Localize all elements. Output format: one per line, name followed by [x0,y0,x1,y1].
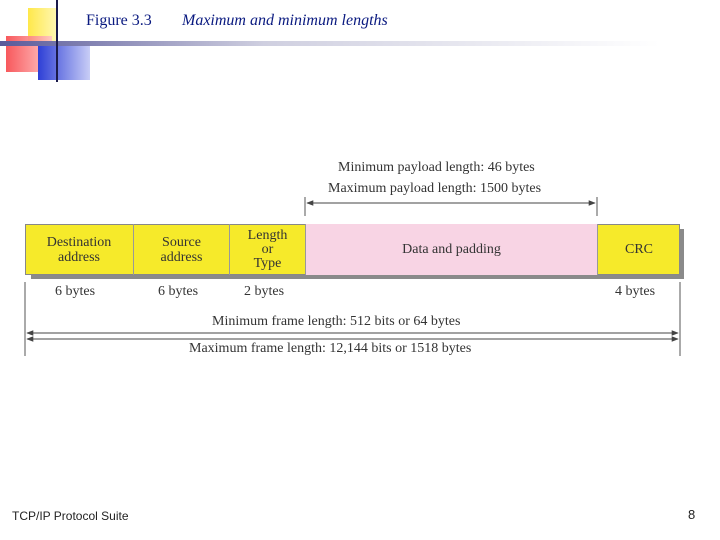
size-length: 2 bytes [244,284,285,299]
field-label: Destination [46,234,112,250]
footer-suite: TCP/IP Protocol Suite [12,509,129,523]
min-payload-label: Minimum payload length: 46 bytes [338,160,535,175]
field-crc [597,224,680,275]
field-label: address [160,249,203,265]
field-label: Source [162,234,201,250]
max-frame-length-label: Maximum frame length: 12,144 bits or 1518 bytes [189,341,472,356]
field-source-address [133,224,229,275]
min-frame-length-label: Minimum frame length: 512 bits or 64 bytes [212,314,461,329]
size-destination: 6 bytes [55,284,96,299]
field-label: Length [247,227,288,243]
field-label: or [261,241,274,257]
size-crc: 4 bytes [615,284,656,299]
field-destination-address [25,224,133,275]
size-source: 6 bytes [158,284,199,299]
figure-caption: Maximum and minimum lengths [182,12,388,29]
page-number: 8 [688,507,696,522]
field-label: CRC [624,242,653,257]
field-label: Type [253,255,282,271]
field-length-or-type [229,224,305,275]
field-data-and-padding [305,224,597,275]
field-label: Data and padding [402,242,501,257]
figure-number: Figure 3.3 [86,12,152,29]
field-label: address [57,249,100,265]
max-payload-label: Maximum payload length: 1500 bytes [328,181,542,196]
